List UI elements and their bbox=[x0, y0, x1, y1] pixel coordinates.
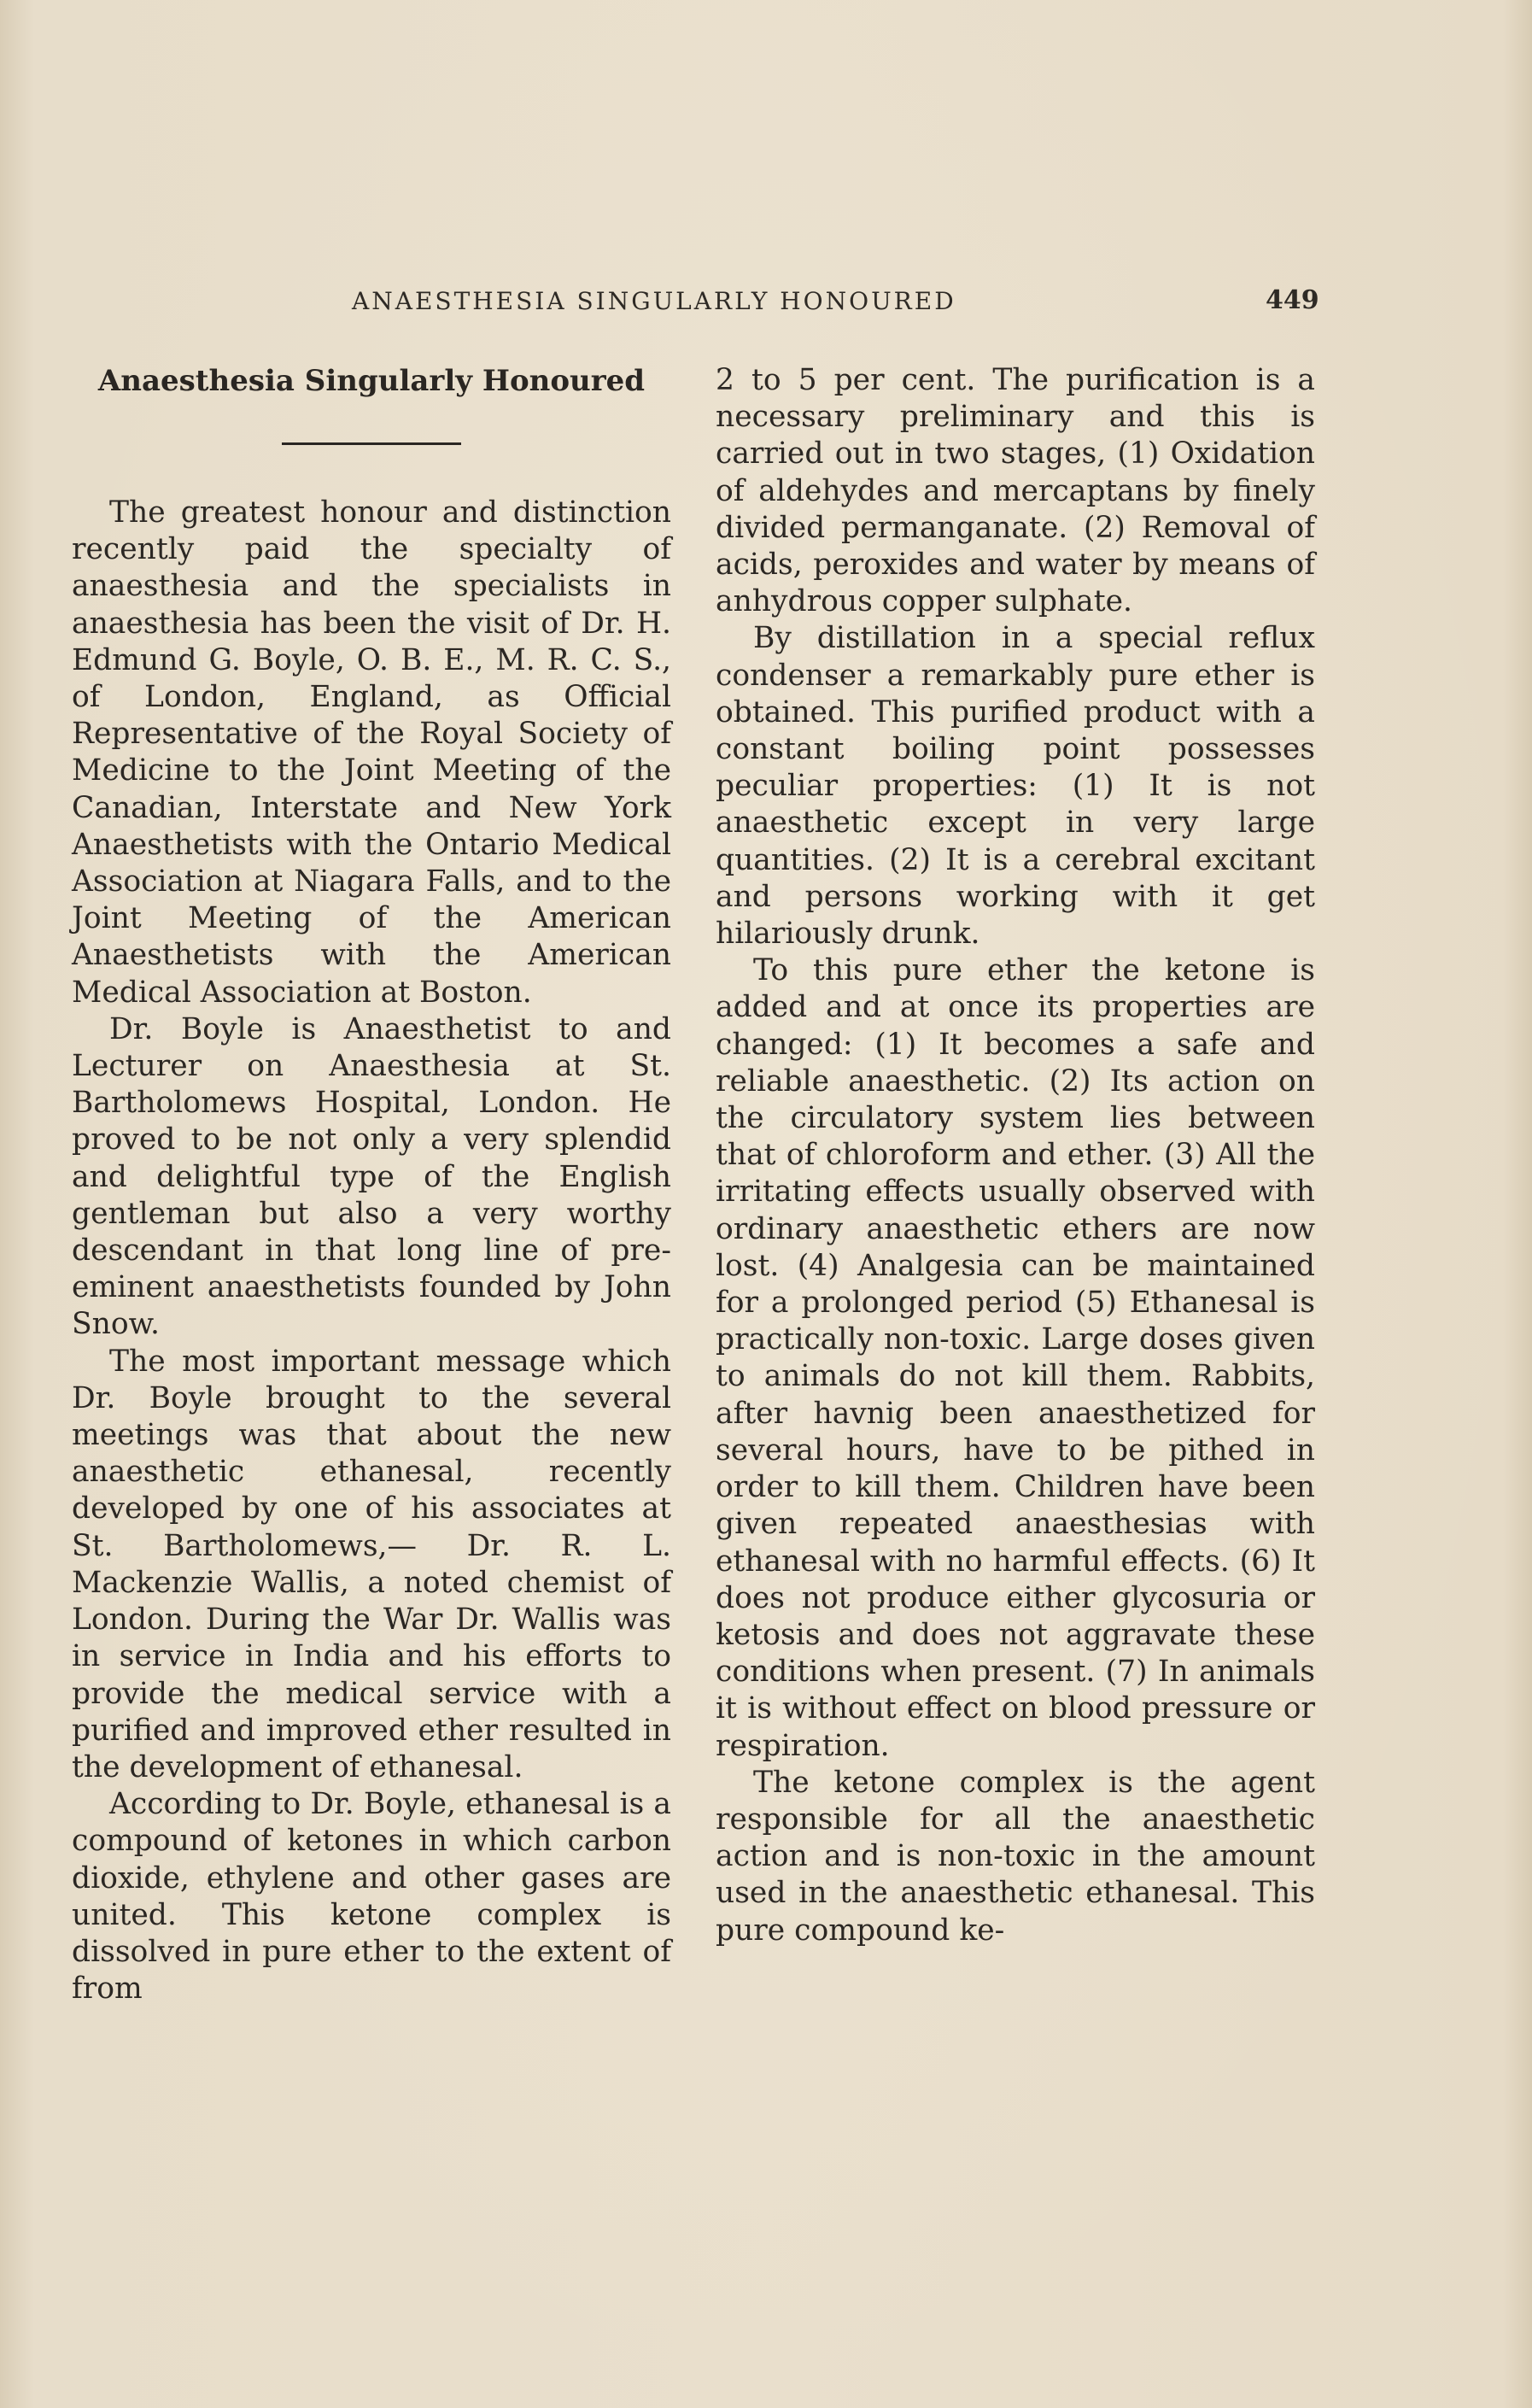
paragraph: The greatest honour and distinction recently paid the specialty of anaesthesia and the specialists in anaesthesia has been the visit of Dr. H. Edmund G. Boyle, O. B. E., M. R. C. S., of London, England, as Official Representative of the Royal Society of Medicine to the Joint Meeting of the Canadian, Interstate and New York Anaesthetists with the Ontario Medical Association at Niagara Falls, and to the Joint Meeting of the American Anaesthetists with the American Medical Association at Boston. bbox=[72, 495, 671, 1010]
paragraph-continued: 2 to 5 per cent. The purification is a necessary preliminary and this is carried out in two stages, (1) Oxidation of aldehydes and mercaptans by finely divided permanganate. (2) Removal of acids, peroxides and water by means of anhydrous copper sulphate. bbox=[716, 363, 1315, 619]
title-rule bbox=[282, 442, 461, 445]
paragraph: Dr. Boyle is Anaesthetist to and Lecturer on Anaesthesia at St. Bartholomews Hospital, London. He proved to be not only a very splendid and delightful type of the English gentleman but also a very worthy descendant in that long line of pre-eminent anaesthetists founded by John Snow. bbox=[72, 1011, 671, 1342]
paragraph: The most important message which Dr. Boyle brought to the several meetings was that about the new anaesthetic ethanesal, recently developed by one of his associates at St. Bartholomews,— Dr. R. L. Mackenzie Wallis, a noted chemist of London. During the War Dr. Wallis was in service in India and his efforts to provide the medical service with a purified and improved ether resulted in the development of ethanesal. bbox=[72, 1344, 671, 1784]
paragraph: To this pure ether the ketone is added and at once its properties are changed: (1) It becomes a safe and reliable anaesthetic. (2) Its action on the circulatory system lies between that of chloroform and ether. (3) All the irritating effects usually observed with ordinary anaesthetic ethers are now lost. (4) Analgesia can be maintained for a prolonged period (5) Ethanesal is practically non-toxic. Large doses given to animals do not kill them. Rabbits, after havnig been anaesthetized for several hours, have to be pithed in order to kill them. Children have been given repeated anaesthesias with ethanesal with no harmful effects. (6) It does not produce either glycosuria or ketosis and does not aggravate these conditions when present. (7) In animals it is without effect on blood pressure or respiration. bbox=[716, 953, 1315, 1763]
page-number: 449 bbox=[1266, 285, 1319, 315]
paragraph: By distillation in a special reflux condenser a remarkably pure ether is obtained. This purified product with a constant boiling point possesses peculiar properties: (1) It is not anaesthetic except in very large quantities. (2) It is a cerebral excitant and persons working with it get hilariously drunk. bbox=[716, 621, 1315, 952]
article-title: Anaesthesia Singularly Honoured bbox=[97, 364, 646, 398]
left-column bbox=[72, 364, 671, 2007]
right-column bbox=[716, 362, 1315, 1949]
paragraph: The ketone complex is the agent responsible for all the anaesthetic action and is non-toxic in the amount used in the anaesthetic ethanesal. This pure compound ke- bbox=[716, 1765, 1315, 1948]
running-head: ANAESTHESIA SINGULARLY HONOURED bbox=[352, 287, 956, 315]
paragraph: According to Dr. Boyle, ethanesal is a compound of ketones in which carbon dioxide, ethylene and other gases are united. This ketone complex is dissolved in pure ether to the extent of from bbox=[72, 1787, 671, 2007]
